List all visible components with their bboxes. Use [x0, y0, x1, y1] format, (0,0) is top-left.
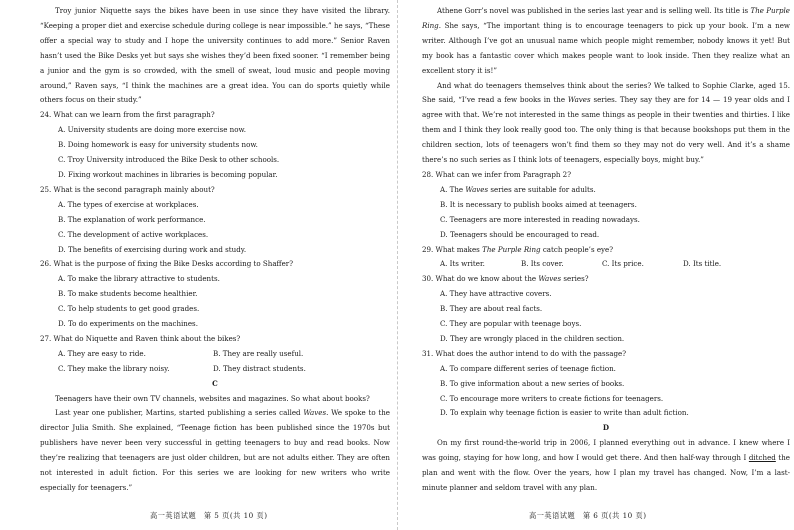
question-24: 24. What can we learn from the first paragraph? [40, 110, 215, 120]
question-28: 28. What can we infer from Paragraph 2? [422, 169, 572, 179]
question-26: 26. What is the purpose of fixing the Bike Desks according to Shaffer? [40, 259, 293, 269]
q26-option-d: D. To do experiments on the machines. [58, 319, 198, 329]
q31-option-c: C. To encourage more writers to create fictions for teenagers. [440, 393, 664, 403]
q28-option-a: A. The Waves series are suitable for adults. [440, 184, 596, 194]
q30-option-a: A. They have attractive covers. [440, 289, 552, 299]
q27-option-c: C. They make the library noisy. [58, 363, 170, 373]
q30-option-c: C. They are popular with teenage boys. [440, 319, 582, 329]
q24-option-d: D. Fixing workout machines in libraries is becoming popular. [58, 169, 278, 179]
q27-option-b: B. They are really useful. [213, 348, 304, 358]
q28-option-c: C. Teenagers are more interested in reading nowadays. [440, 214, 640, 224]
q27-option-d: D. They distract students. [213, 363, 306, 373]
q24-option-a: A. University students are doing more exercise now. [58, 125, 246, 135]
left-column [40, 4, 390, 496]
passage-c-paragraph-3: Athene Gorr’s novel was published in the series last year and is selling well. Its title is The Purple Ring. She says, “The important thing is to encourage teenagers to pick up your book. I’m a new writer. Although I’ve got an unusual name which people might remember, nobody knows it yet! But my book has a fantastic cover which makes people want to look inside. Then they realize what an excellent story it is!” [422, 6, 790, 75]
q25-option-c: C. The development of active workplaces. [58, 229, 209, 239]
q30-option-b: B. They are about real facts. [440, 304, 543, 314]
q27-option-a: A. They are easy to ride. [58, 348, 146, 358]
passage-b-paragraph: Troy junior Niquette says the bikes have been in use since they have visited the library. “Keeping a proper diet and exercise schedule during college is near impossible.” he says, “These offer a special way to study and I hope the university continues to add more.” Senior Raven hasn’t used the Bike Desks yet but says she wishes they’d been fixed sooner. “I remember being a junior and the gym is so crowded, with the smell of sweat, loud music and people moving around,” Raven says, “I think the machines are a great idea. You can do sports quietly while others focus on their study.” [40, 6, 390, 105]
q31-option-b: B. To give information about a new series of books. [440, 378, 625, 388]
q28-option-d: D. Teenagers should be encouraged to read. [440, 229, 600, 239]
q27-options-row-2 [40, 362, 390, 377]
q25-option-b: B. The explanation of work performance. [58, 214, 206, 224]
question-29: 29. What makes The Purple Ring catch people’s eye? [422, 244, 614, 254]
page-footer-right: 高一英语试题 第 6 页(共 10 页) [529, 511, 647, 520]
passage-c-paragraph-1: Teenagers have their own TV channels, websites and magazines. So what about books? [55, 393, 370, 403]
passage-c-paragraph-2: Last year one publisher, Martins, started publishing a series called Waves. We spoke to the director Julia Smith. She explained, “Teenage fiction has been published since the 1970s but publishers have never been very successful in getting teenagers to buy and read books. Now they’re realizing that teenagers are just older children, but are not adults either. They are often not interested in adult fiction. For this series we are looking for new writers who write especially for teenagers.” [40, 408, 391, 492]
q24-option-c: C. Troy University introduced the Bike Desk to other schools. [58, 155, 280, 165]
book-title: The Purple Ring [422, 6, 790, 30]
right-column [422, 4, 790, 496]
q29-option-b: B. Its cover. [521, 259, 564, 269]
page-footer-left: 高一英语试题 第 5 页(共 10 页) [150, 511, 268, 520]
passage-c-paragraph-4: And what do teenagers themselves think about the series? We talked to Sophie Clarke, aged 15. She said, “I’ve read a few books in the Waves series. They say they are for 14 — 19 year olds and I agree with that. We’re not interested in the same things as people in their twenties and thirties. I like them and I think they look really good too. The only thing is that because bookshops put them in the children section, lots of teenagers won’t find them so they may not do very well. And it’s a shame there’s no such series as I think lots of teenagers, especially boys, might buy.” [422, 80, 790, 165]
q25-option-a: A. The types of exercise at workplaces. [58, 199, 199, 209]
section-d-heading: D [602, 423, 610, 433]
q31-option-d: D. To explain why teenage fiction is easier to write than adult fiction. [440, 408, 689, 418]
q29-options-row [422, 257, 790, 272]
q31-option-a: A. To compare different series of teenage fiction. [440, 363, 616, 373]
q29-option-c: C. Its price. [602, 259, 644, 269]
passage-d-paragraph-1: On my first round-the-world trip in 2006, I planned everything out in advance. I knew where I was going, staying for how long, and how I would get there. And then half-way through I ditched the plan and went with the flow. Over the years, how I plan my travel has changed. Now, I’m a last-minute planner and seldom travel with any plan. [422, 438, 790, 492]
question-25: 25. What is the second paragraph mainly about? [40, 184, 215, 194]
q27-options-row-1 [40, 347, 390, 362]
q26-option-a: A. To make the library attractive to students. [58, 274, 220, 284]
question-27: 27. What do Niquette and Raven think about the bikes? [40, 333, 241, 343]
q26-option-c: C. To help students to get good grades. [58, 304, 200, 314]
section-c-heading: C [212, 378, 218, 388]
q30-option-d: D. They are wrongly placed in the children section. [440, 333, 625, 343]
underlined-word: ditched [748, 453, 776, 463]
q28-option-b: B. It is necessary to publish books aimed at teenagers. [440, 199, 637, 209]
q26-option-b: B. To make students become healthier. [58, 289, 198, 299]
question-30: 30. What do we know about the Waves series? [422, 274, 589, 284]
q24-option-b: B. Doing homework is easy for university students now. [58, 140, 258, 150]
q25-option-d: D. The benefits of exercising during work and study. [58, 244, 247, 254]
q29-option-d: D. Its title. [683, 259, 722, 269]
series-name: Waves [303, 408, 327, 418]
question-31: 31. What does the author intend to do with the passage? [422, 348, 627, 358]
series-name: Waves [567, 95, 591, 105]
q29-option-a: A. Its writer. [440, 259, 485, 269]
column-divider [397, 0, 398, 530]
